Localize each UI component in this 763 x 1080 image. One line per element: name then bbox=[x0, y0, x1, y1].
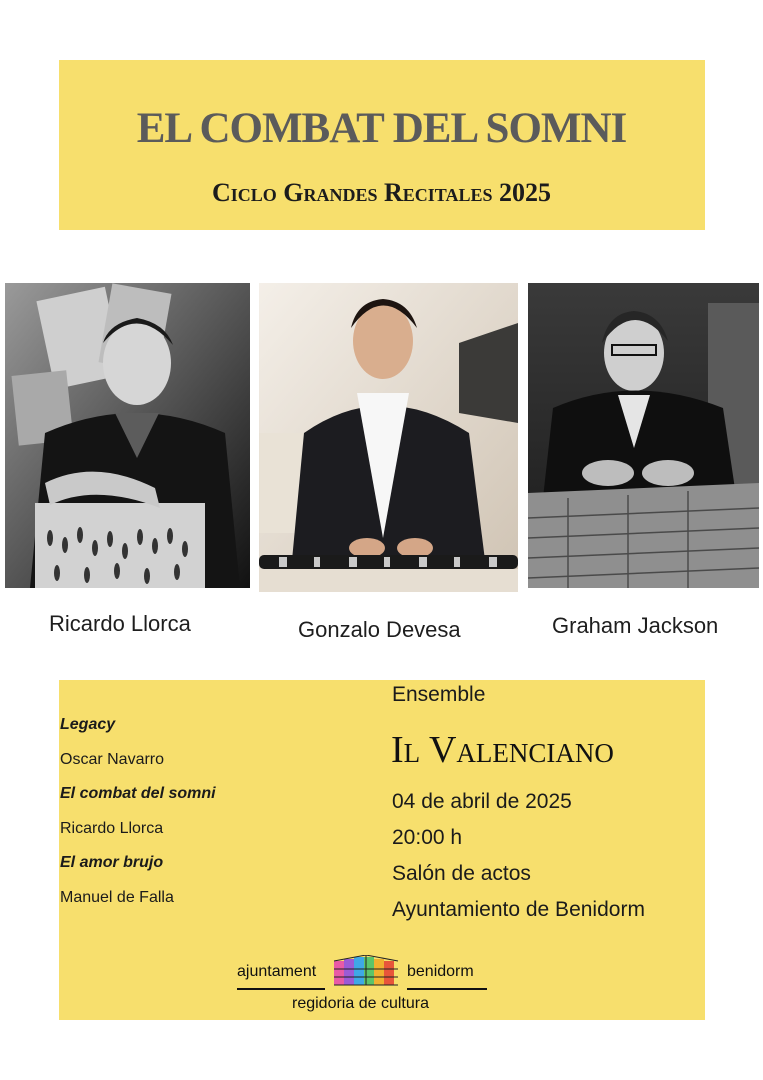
artist-name-graham-jackson: Graham Jackson bbox=[552, 613, 719, 638]
ensemble-label: Ensemble bbox=[392, 683, 486, 706]
poster-subtitle: Ciclo Grandes Recitales 2025 bbox=[211, 178, 551, 207]
event-date: 04 de abril de 2025 bbox=[392, 790, 572, 813]
poster-title: EL COMBAT DEL SOMNI bbox=[136, 105, 627, 152]
event-venue: Salón de actos bbox=[392, 862, 531, 885]
logo-text-benidorm: benidorm bbox=[407, 963, 474, 980]
event-place: Ayuntamiento de Benidorm bbox=[392, 898, 645, 921]
program-composer-1: Oscar Navarro bbox=[60, 751, 165, 768]
artist-name-ricardo-llorca: Ricardo Llorca bbox=[49, 611, 191, 636]
program-work-3: El amor brujo bbox=[60, 854, 164, 871]
logo-rule-left bbox=[237, 988, 325, 990]
artist-name-gonzalo-devesa: Gonzalo Devesa bbox=[298, 617, 461, 642]
program-composer-3: Manuel de Falla bbox=[60, 889, 174, 906]
event-time: 20:00 h bbox=[392, 826, 463, 849]
benidorm-logo-icon bbox=[332, 955, 400, 989]
logo-text-regidoria: regidoria de cultura bbox=[292, 995, 429, 1012]
program-work-1: Legacy bbox=[60, 716, 116, 733]
logo-rule-right bbox=[407, 988, 487, 990]
ensemble-name: Il Valenciano bbox=[391, 729, 614, 771]
program-composer-2: Ricardo Llorca bbox=[60, 820, 164, 837]
photo-ricardo-llorca bbox=[5, 283, 250, 588]
photo-gonzalo-devesa bbox=[259, 283, 518, 592]
program-work-2: El combat del somni bbox=[60, 785, 216, 802]
logo-text-ajuntament: ajuntament bbox=[237, 963, 317, 980]
photo-graham-jackson bbox=[528, 283, 759, 588]
